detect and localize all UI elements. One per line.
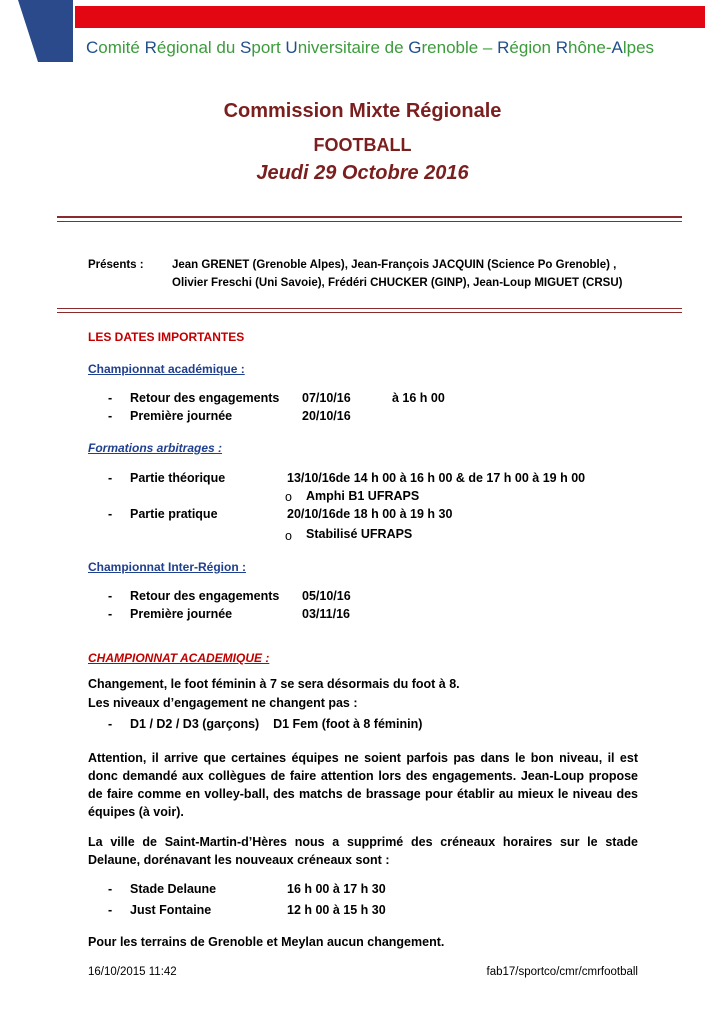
academique-line-1: Changement, le foot féminin à 7 se sera désormais du foot à 8. xyxy=(88,677,460,691)
dash: - xyxy=(108,391,113,405)
header-title-part: port xyxy=(251,38,286,57)
presents-line-1: Jean GRENET (Grenoble Alpes), Jean-François JACQUIN (Science Po Grenoble) , xyxy=(172,259,617,271)
header-title xyxy=(86,38,654,58)
item-label: Première journée xyxy=(130,607,233,621)
dash: - xyxy=(108,507,113,521)
header-title-part: R xyxy=(144,38,157,57)
item-label: Partie théorique xyxy=(130,471,226,485)
sub-bullet: o xyxy=(285,490,292,504)
doc-date: Jeudi 29 Octobre 2016 xyxy=(256,162,469,184)
dash: - xyxy=(108,882,113,896)
item-date: 03/11/16 xyxy=(302,607,350,621)
corner-logo-shape xyxy=(18,0,73,62)
academique-heading: CHAMPIONNAT ACADEMIQUE : xyxy=(88,651,270,665)
item-value: 20/10/16de 18 h 00 à 19 h 30 xyxy=(287,507,453,521)
header-title-part: S xyxy=(240,38,252,57)
header-title-part: lpes xyxy=(622,38,655,57)
closing-line: Pour les terrains de Grenoble et Meylan aucun changement. xyxy=(88,935,445,949)
slot-time: 16 h 00 à 17 h 30 xyxy=(287,882,386,896)
header-title-part: niversitaire de xyxy=(297,38,409,57)
dash: - xyxy=(108,607,113,621)
academique-bullet: D1 / D2 / D3 (garçons) D1 Fem (foot à 8 féminin) xyxy=(130,717,423,731)
header-title-part: C xyxy=(86,38,99,57)
header-title-part: R xyxy=(497,38,510,57)
inter-region-heading: Championnat Inter-Région : xyxy=(88,560,246,574)
footer-date: 16/10/2015 11:42 xyxy=(88,966,177,978)
item-label: Retour des engagements xyxy=(130,391,280,405)
slot-label: Just Fontaine xyxy=(130,903,212,917)
paragraph-attention: Attention, il arrive que certaines équipes ne soient parfois pas dans le bon niveau, il est donc demandé aux collègues de faire attention lors des engagements. Jean-Loup propose de faire comme en volley-ball, des matchs de brassage pour établir au mieux le niveau des équipes (à voir). xyxy=(88,751,638,819)
slot-time: 12 h 00 à 15 h 30 xyxy=(287,903,386,917)
divider-middle xyxy=(57,308,682,313)
header-title-part: omité xyxy=(98,38,145,57)
dash: - xyxy=(108,903,113,917)
academique-line-2: Les niveaux d’engagement ne changent pas : xyxy=(88,696,358,710)
champ-acad-heading: Championnat académique : xyxy=(88,362,245,376)
header-title-part: A xyxy=(611,38,623,57)
dates-heading: LES DATES IMPORTANTES xyxy=(88,330,245,344)
footer-path: fab17/sportco/cmr/cmrfootball xyxy=(486,966,638,978)
doc-subtitle: FOOTBALL xyxy=(313,135,412,155)
dash: - xyxy=(108,471,113,485)
header-title-part: renoble – xyxy=(421,38,498,57)
dash: - xyxy=(108,717,113,731)
item-label: Première journée xyxy=(130,409,233,423)
item-date: 20/10/16 xyxy=(302,409,351,423)
sub-bullet: o xyxy=(285,529,292,543)
item-label: Partie pratique xyxy=(130,507,218,521)
dash: - xyxy=(108,589,113,603)
item-value: 13/10/16de 14 h 00 à 16 h 00 & de 17 h 00 à 19 h 00 xyxy=(287,471,586,485)
header-red-bar xyxy=(75,6,705,28)
header-title-part: égion xyxy=(509,38,556,57)
item-label: Retour des engagements xyxy=(130,589,280,603)
item-extra: à 16 h 00 xyxy=(392,391,445,405)
header-title-part: R xyxy=(555,38,569,57)
header-title-part: hône- xyxy=(568,38,612,57)
slot-label: Stade Delaune xyxy=(130,882,217,896)
header-title-part: U xyxy=(285,38,298,57)
item-sub: Amphi B1 UFRAPS xyxy=(306,489,420,503)
item-date: 07/10/16 xyxy=(302,391,351,405)
presents-line-2: Olivier Freschi (Uni Savoie), Frédéri CHUCKER (GINP), Jean-Loup MIGUET (CRSU) xyxy=(172,277,623,289)
header-title-part: G xyxy=(408,38,422,57)
header-title-part: égional du xyxy=(156,38,241,57)
formations-heading: Formations arbitrages : xyxy=(88,441,223,455)
divider-top xyxy=(57,216,682,222)
doc-title: Commission Mixte Régionale xyxy=(223,100,502,122)
item-date: 05/10/16 xyxy=(302,589,351,603)
dash: - xyxy=(108,409,113,423)
paragraph-stade: La ville de Saint-Martin-d’Hères nous a supprimé des créneaux horaires sur le stade Delaune, dorénavant les nouveaux créneaux sont : xyxy=(88,835,638,867)
item-sub: Stabilisé UFRAPS xyxy=(306,527,413,541)
presents-label: Présents : xyxy=(88,259,144,271)
